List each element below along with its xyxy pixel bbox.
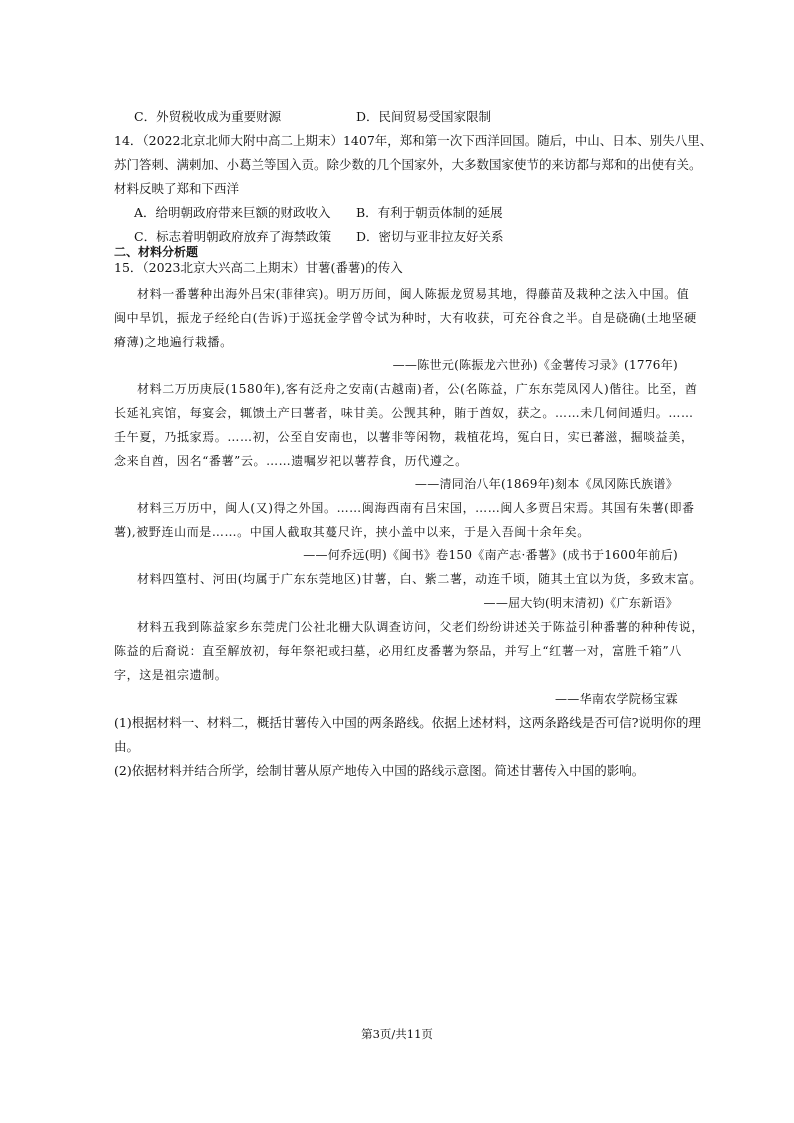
- q14-stem-line1: 14．（2022北京北师大附中高二上期末）1407年，郑和第一次下西洋回国。随后，中山、日本、别失八里、: [114, 133, 713, 148]
- material-2-source: ——清同治八年(1869年)刻本《凤冈陈氏族谱》: [414, 477, 678, 491]
- material-5-line1: 材料五我到陈益家乡东莞虎门公社北栅大队调查访问，父老们纷纷讲述关于陈益引种番薯的种种传说，: [137, 620, 705, 634]
- q14-option-a: A．给明朝政府带来巨额的财政收入: [134, 205, 331, 220]
- material-2-line4: 念来自酋，因名“番薯”云。……遗嘱岁祀以薯荐食，历代遵之。: [114, 454, 468, 468]
- material-2-line1: 材料二万历庚辰(1580年),客有泛舟之安南(古越南)者，公(名陈益，广东东莞凤冈人)偕往。比至，酋: [137, 382, 698, 396]
- subquestion-2: (2)依据材料并结合所学，绘制甘薯从原产地传入中国的路线示意图。简述甘薯传入中国的影响。: [114, 763, 645, 778]
- material-5-source: ——华南农学院杨宝霖: [554, 692, 678, 706]
- material-3-line1: 材料三万历中，闽人(又)得之外国。……闽海西南有吕宋国，……闽人多贾吕宋焉。其国有朱薯(即番: [137, 501, 695, 515]
- q13-option-d: D．民间贸易受国家限制: [356, 109, 492, 124]
- material-5-line3: 字，这是祖宗遗制。: [114, 668, 228, 682]
- material-3-line2: 薯),被野连山而是……。中国人截取其蔓尺许，挟小盖中以来，于是入吾闽十余年矣。: [114, 525, 590, 539]
- material-2-line2: 长延礼宾馆，每宴会，辄馈土产曰薯者，味甘美。公觊其种，賄于酋奴，获之。……未几伺间遁归。……: [114, 406, 694, 420]
- q14-stem-line3: 材料反映了郑和下西洋: [114, 181, 240, 196]
- material-4-source: ——屈大钧(明末清初)《广东新语》: [483, 596, 678, 610]
- page-footer: 第3页/共11页: [361, 1027, 433, 1041]
- q14-stem-line2: 苏门答刺、满剌加、小葛兰等国入贡。除少数的几个国家外，大多数国家使节的来访都与郑和的出使有关。: [114, 157, 702, 172]
- material-4-line1: 材料四篁村、河田(均属于广东东莞地区)甘薯，白、紫二薯，动连千顷，随其土宜以为货，多致末富。: [137, 572, 702, 586]
- q15-stem: 15．（2023北京大兴高二上期末）甘薯(番薯)的传入: [114, 260, 403, 275]
- q14-option-d: D．密切与亚非拉友好关系: [356, 229, 504, 244]
- section-heading: 二、材料分析题: [114, 245, 199, 259]
- q13-option-c: C．外贸税收成为重要财源: [134, 109, 282, 124]
- subquestion-1-line2: 由。: [114, 739, 140, 754]
- material-1-line2: 闽中旱饥，振龙子经纶白(告诉)于巡抚金学曾令试为种时，大有收获，可充谷食之半。自是硗确(土地坚硬: [114, 311, 697, 325]
- q14-option-b: B．有利于朝贡体制的延展: [356, 205, 503, 220]
- material-5-line2: 陈益的后裔说：直至解放初，每年祭祀或扫墓，必用红皮番薯为祭品，并写上“红薯一对，富胜千箱”八: [114, 644, 682, 658]
- material-1-line3: 瘠薄)之地遍行栽播。: [114, 335, 233, 349]
- q14-option-c: C．标志着明朝政府放弃了海禁政策: [134, 229, 332, 244]
- subquestion-1-line1: (1)根据材料一、材料二，概括甘薯传入中国的两条路线。依据上述材料，这两条路线是否可信?说明你的理: [114, 715, 701, 730]
- material-1-line1: 材料一番薯种出海外吕宋(菲律宾)。明万历间，闽人陈振龙贸易其地，得藤苗及栽种之法入中国。值: [137, 287, 690, 301]
- material-3-source: ——何乔远(明)《闽书》卷150《南产志·番薯》(成书于1600年前后): [303, 548, 678, 562]
- material-2-line3: 壬午夏，乃抵家焉。……初，公至自安南也，以薯非等闲物，栽植花坞，冤白日，实已蕃滋，掘啖益美，: [114, 430, 694, 444]
- material-1-source: ——陈世元(陈振龙六世孙)《金薯传习录》(1776年): [392, 358, 678, 372]
